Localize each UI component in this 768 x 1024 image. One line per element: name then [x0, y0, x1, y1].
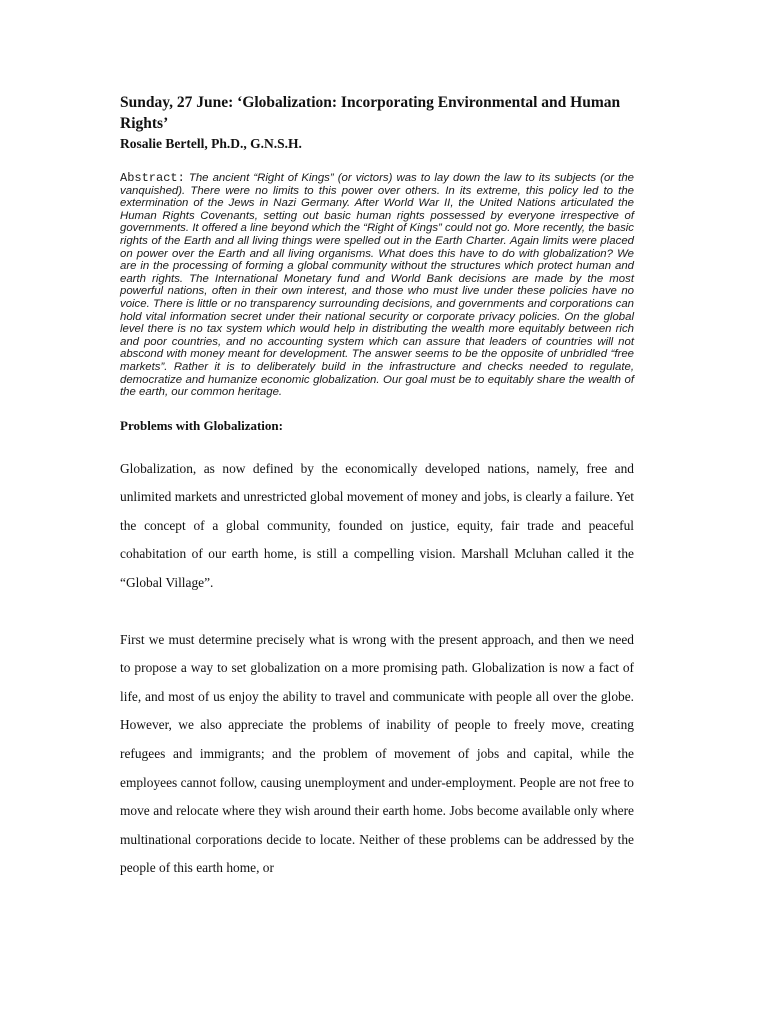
document-page [120, 92, 634, 883]
body-paragraph-1: Globalization, as now defined by the economically developed nations, namely, free and unlimited markets and unrestricted global movement of money and jobs, is clearly a failure. Yet the concept of a global community, founded on justice, equity, fair trade and peaceful cohabitation of our earth home, is still a compelling vision. Marshall Mcluhan called it the “Global Village”. [120, 460, 634, 591]
abstract-block [120, 172, 634, 399]
page-title: Sunday, 27 June: ‘Globalization: Incorporating Environmental and Human Rights’ [120, 94, 621, 132]
abstract-label: Abstract: [120, 171, 185, 185]
section-heading: Problems with Globalization: [120, 417, 283, 433]
body-paragraph-2: First we must determine precisely what is wrong with the present approach, and then we need to propose a way to set globalization on a more promising path. Globalization is now a fact of life, and most of us enjoy the ability to travel and communicate with people all over the globe. However, we also appreciate the problems of inability of people to freely move, creating refugees and immigrants; and the problem of movement of jobs and capital, while the employees cannot follow, causing unemployment and under-employment. People are not free to move and relocate where they wish around their earth home. Jobs become available only where multinational corporations decide to locate. Neither of these problems can be addressed by the people of this earth home, or [120, 631, 634, 876]
author-line: Rosalie Bertell, Ph.D., G.N.S.H. [120, 136, 302, 151]
abstract-text: The ancient “Right of Kings” (or victors) was to lay down the law to its subjects (or the vanquished). There were no limits to this power over others. In its extreme, this policy led to the extermination of the Jews in Nazi Germany. After World War II, the United Nations articulated the Human Rights Covenants, setting out basic human rights possessed by everyone irrespective of governments. It offered a line beyond which the “Right of Kings” could not go. More recently, the basic rights of the Earth and all living things were spelled out in the Earth Charter. Again limits were placed on power over the Earth and all living organisms. What does this have to do with globalization? We are in the processing of forming a global community without the structures which protect human and earth rights. The International Monetary fund and World Bank decisions are made by the most powerful nations, often in their own interest, and those who must live under these policies have no voice. There is little or no transparency surrounding decisions, and governments and corporations can hold vital information secret under their national security or corporate privacy policies. On the global level there is no tax system which would help in distributing the wealth more equitably between rich and poor countries, and no accounting system which can assure that leaders of countries will not abscond with money meant for development. The answer seems to be the opposite of unbridled “free markets”. Rather it is to deliberately build in the infrastructure and checks needed to regulate, democratize and humanize economic globalization. Our goal must be to equitably share the wealth of the earth, our common heritage. [120, 172, 634, 399]
